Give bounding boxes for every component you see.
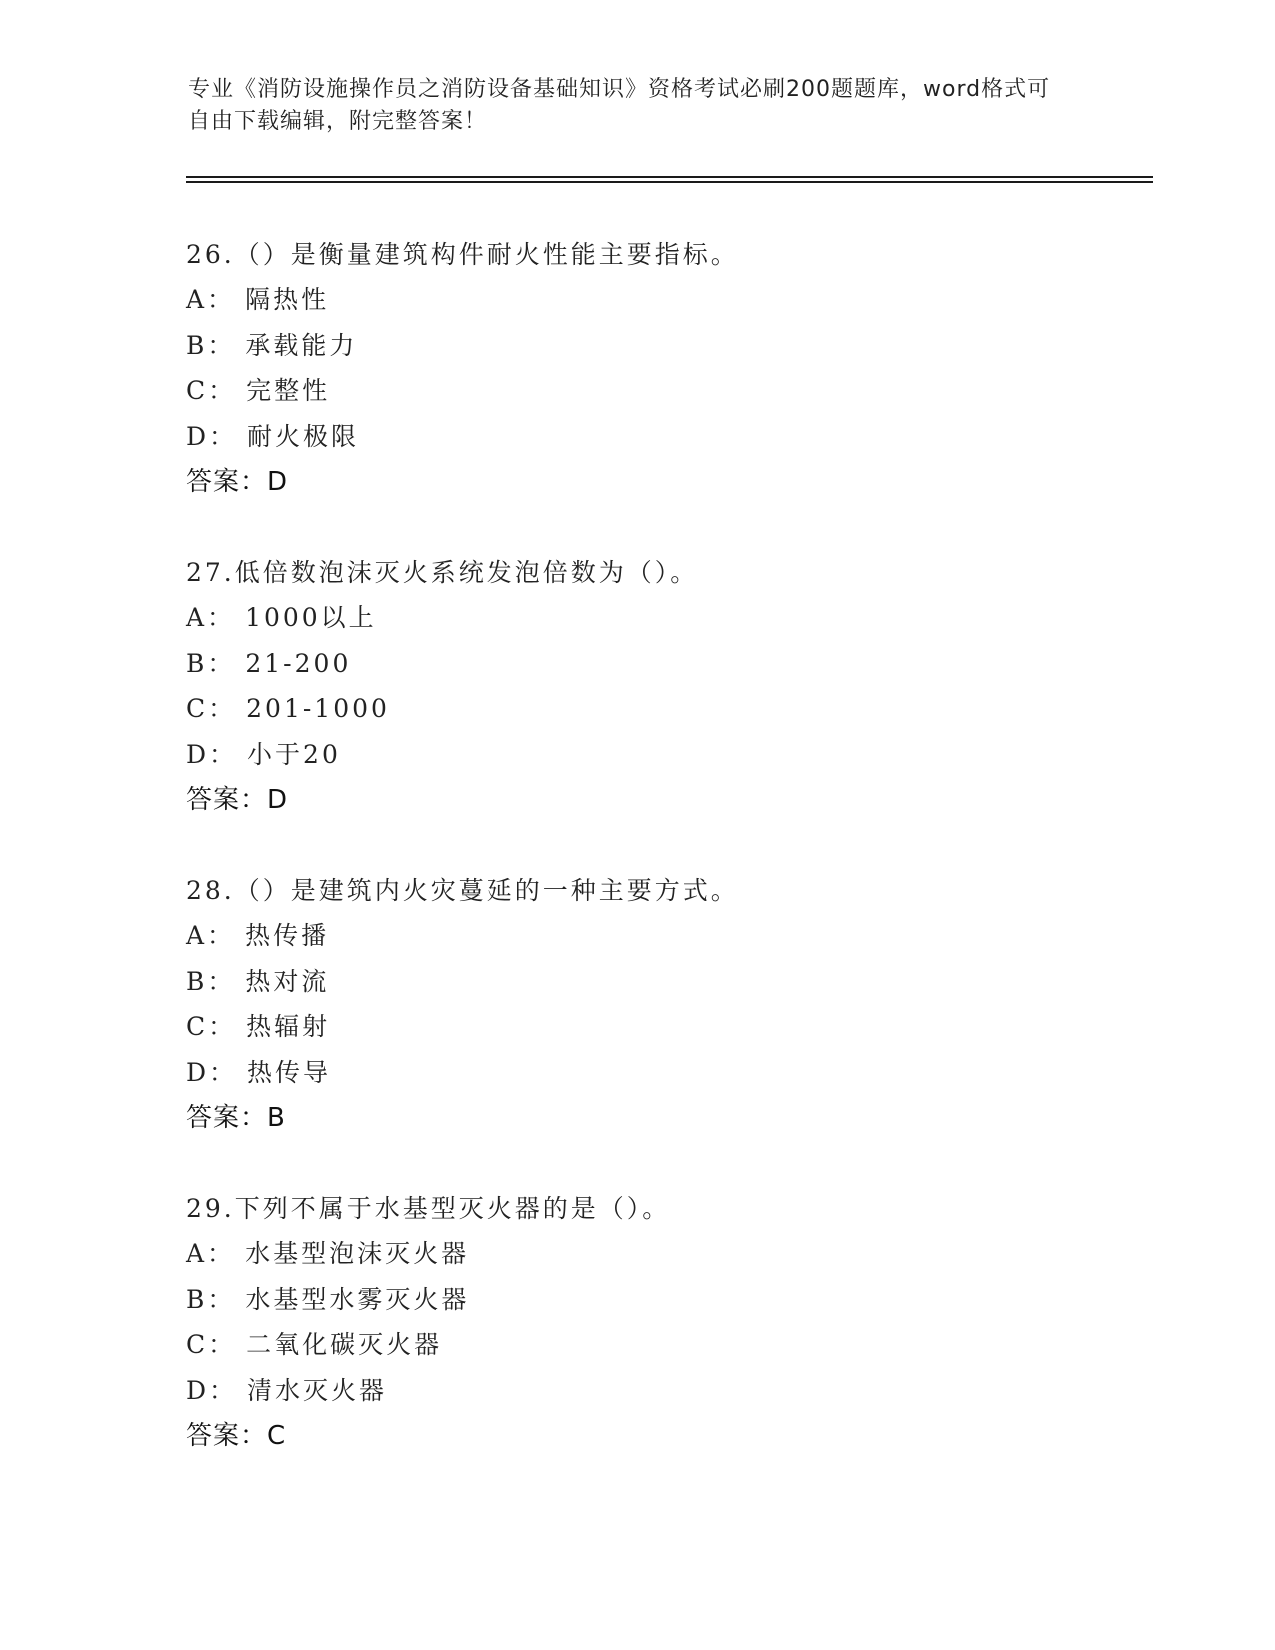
option-a [186,595,1166,641]
answer-line: 答案：D [186,467,289,497]
option-key: D： [186,739,238,769]
option-key: B： [186,966,236,996]
option-key: B： [186,330,236,360]
option-text: 完整性 [246,376,331,405]
answer-line: 答案：D [186,785,289,815]
question-28 [186,869,1166,1141]
option-d [186,1050,1166,1096]
option-text: 小于20 [247,739,341,769]
question-stem: 27.低倍数泡沫灭火系统发泡倍数为（）。 [186,558,699,587]
answer-line: 答案：B [186,1103,286,1133]
option-text: 水基型水雾灭火器 [245,1284,470,1314]
option-key: A： [186,1239,236,1268]
option-c [186,1322,1166,1368]
option-text: 热辐射 [246,1012,331,1041]
option-text: 水基型泡沫灭火器 [245,1239,470,1268]
option-key: D： [186,421,238,451]
option-key: B： [186,1284,236,1314]
question-stem: 29.下列不属于水基型灭火器的是（）。 [186,1194,671,1223]
option-key: C： [186,1012,237,1041]
option-c [186,368,1166,414]
answer-line: 答案：C [186,1421,287,1451]
option-c [186,686,1166,732]
option-text: 隔热性 [245,285,330,314]
option-text: 清水灭火器 [247,1375,388,1405]
option-text: 热传导 [247,1057,332,1087]
option-b [186,1277,1166,1323]
question-stem: 26.（）是衡量建筑构件耐火性能主要指标。 [186,240,739,269]
question-29 [186,1187,1166,1459]
document-intro: 专业《消防设施操作员之消防设备基础知识》资格考试必刷200题题库，word格式可自由下载编辑，附完整答案！ [188,77,1051,134]
option-key: C： [186,694,237,723]
option-text: 201-1000 [246,694,390,723]
question-27 [186,551,1166,823]
option-text: 热对流 [245,966,330,996]
option-text: 二氧化碳灭火器 [246,1330,443,1359]
option-text: 热传播 [245,921,330,950]
option-c [186,1004,1166,1050]
option-a [186,1231,1166,1277]
header-divider-top [186,176,1153,178]
option-key: D： [186,1057,238,1087]
option-key: A： [186,285,236,314]
option-a [186,913,1166,959]
option-text: 承载能力 [245,330,358,360]
option-a [186,277,1166,323]
option-text: 耐火极限 [247,421,360,451]
option-key: C： [186,1330,237,1359]
option-text: 1000以上 [245,603,377,632]
option-key: D： [186,1375,238,1405]
option-key: A： [186,603,236,632]
option-key: C： [186,376,237,405]
option-d [186,414,1166,460]
option-text: 21-200 [245,648,352,678]
option-b [186,323,1166,369]
question-stem: 28.（）是建筑内火灾蔓延的一种主要方式。 [186,876,739,905]
header-divider-bottom [186,181,1153,183]
option-b [186,959,1166,1005]
option-b [186,641,1166,687]
option-d [186,1368,1166,1414]
option-key: B： [186,648,236,678]
option-key: A： [186,921,236,950]
option-d [186,732,1166,778]
question-26 [186,233,1166,505]
